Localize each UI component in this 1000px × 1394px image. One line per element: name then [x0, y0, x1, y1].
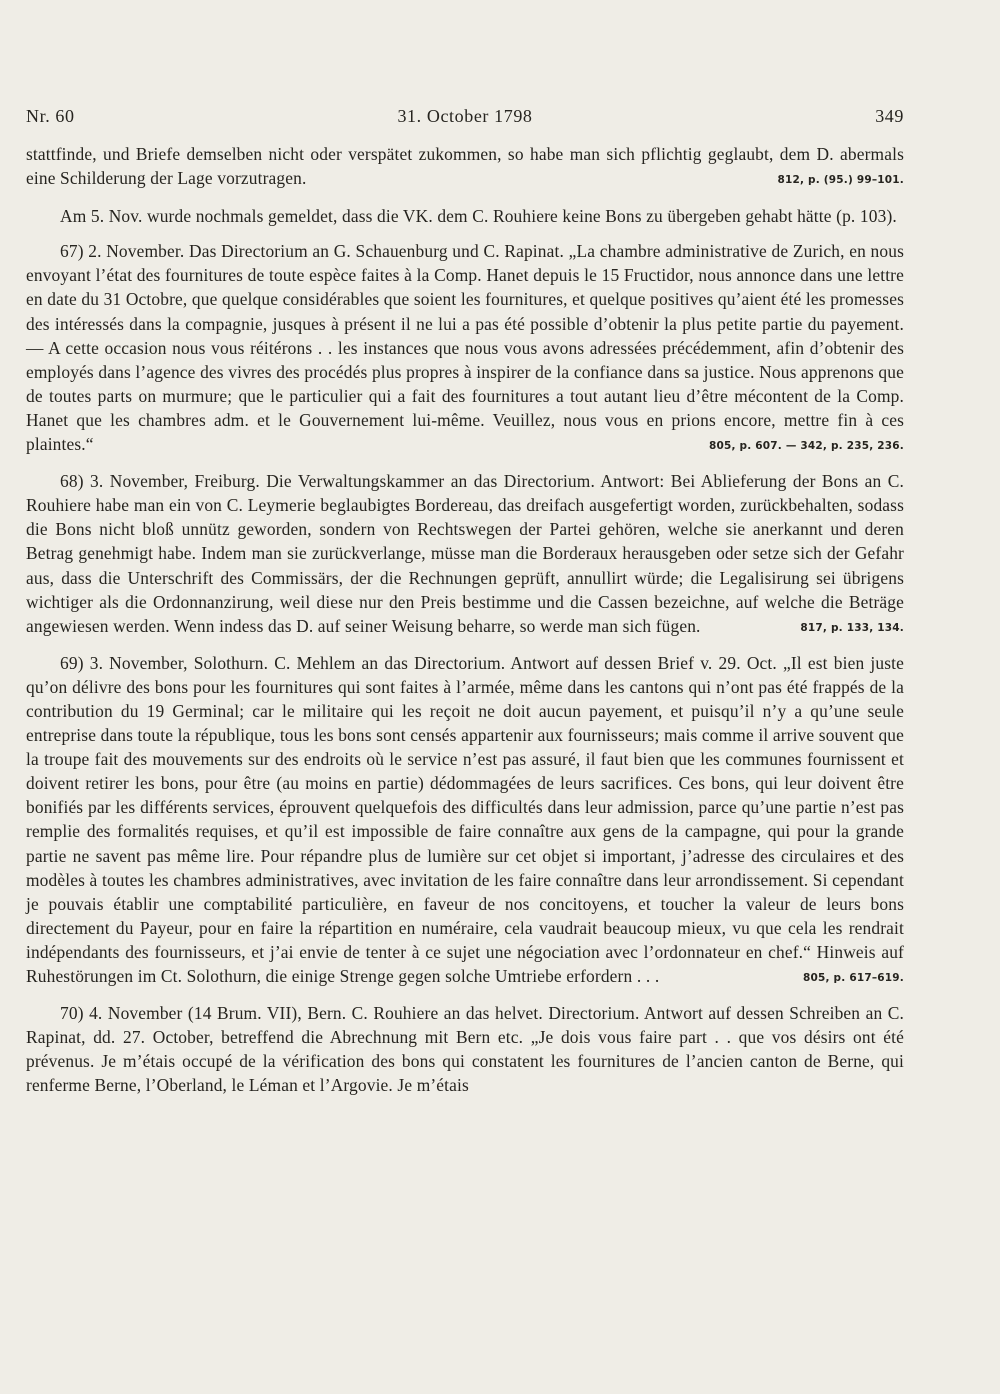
source-reference: 805, p. 607. — 342, p. 235, 236. — [708, 440, 904, 453]
header-date: 31. October 1798 — [397, 106, 533, 126]
source-reference: 812, p. (95.) 99–101. — [777, 174, 904, 187]
paragraph-entry-70 — [26, 1001, 904, 1097]
paragraph-entry-68 — [26, 469, 904, 640]
source-reference: 817, p. 133, 134. — [800, 621, 904, 634]
paragraph-text: 67) 2. November. Das Directorium an G. Schauenburg und C. Rapinat. „La chambre administrative de Zurich, en nous envoyant l’état des fournitures de toute espèce faites à la Comp. Hanet depuis le 15 Fructidor, nous annonce dans une lettre en date du 31 Octobre, que quelque considérables que soient les fournitures, et quelque positives qu’aient été les promesses des intéressés dans la compagnie, jusques à présent il ne lui a pas été possible d’obtenir la plus petite partie du payement. — A cette occasion nous vous réitérons . . les instances que nous vous avons adressées précédemment, afin d’obtenir des employés dans l’agence des vivres des procédés plus propres à inspirer de la confiance dans sa justice. Nous apprenons que de toutes parts on murmure; que le particulier qui a fait des fournitures a tout autant lieu d’être mécontent de la Comp. Hanet que les chambres adm. et le Gouvernement lui-même. Veuillez, nous vous en prions encore, mettre fin à ces plaintes.“ — [26, 241, 904, 455]
paragraph-text: Am 5. Nov. wurde nochmals gemeldet, dass die VK. dem C. Rouhiere keine Bons zu übergeben gehabt hätte (p. 103). — [60, 206, 897, 227]
paragraph-text: 69) 3. November, Solothurn. C. Mehlem an das Directorium. Antwort auf dessen Brief v. 29. Oct. „Il est bien juste qu’on délivre des bons pour les fournitures qui sont faites à l’armée, même dans les cantons qui n’ont pas été frappés de la contribution du 19 Germinal; car le militaire qui les reçoit ne doit aucun payement, et puisqu’il n’y a qu’une seule entreprise dans toute la république, tous les bons sont censés appartenir aux fournisseurs; mais comme il arrive souvent que la troupe fait des mouvements sur des endroits où le service n’est pas assuré, il faut bien que les communes fournissent et doivent retirer les bons, pour être (au moins en partie) dédommagées de leurs sacrifices. Ces bons, qui leur doivent être bonifiés par les différents services, éprouvent quelquefois des difficultés dans leur admission, parce qu’une partie n’est pas remplie des formalités requises, et qu’il est impossible de faire connaître aux gens de la campagne, qui pour la grande partie ne savent pas même lire. Pour répandre plus de lumière sur cet objet si important, j’adresse des circulaires et des modèles à toutes les chambres administratives, avec invitation de les faire connaître dans leur arrondissement. Si cependant je pouvais établir une comptabilité particulière, en faveur de nos concitoyens, et toucher la valeur de leurs bons directement du Payeur, pour en faire la répartition en numéraire, cela vaudrait beaucoup mieux, vu que cela les rendrait indépendants des fournisseurs, et j’ai envie de tenter à ce sujet une négociation avec l’ordonnateur en chef.“ Hinweis auf Ruhestörungen im Ct. Solothurn, die einige Strenge gegen solche Umtriebe erfordern . . . — [26, 652, 904, 986]
paragraph-entry-67 — [26, 239, 904, 458]
paragraph-note — [26, 204, 904, 228]
document-body — [26, 142, 904, 1097]
source-reference: 805, p. 617–619. — [803, 972, 904, 984]
paragraph-text: stattfinde, und Briefe demselben nicht oder verspätet zukommen, so habe man sich pflichtig geglaubt, dem D. abermals eine Schilderung der Lage vorzutragen. — [26, 144, 904, 189]
paragraph-entry-69 — [26, 651, 904, 990]
document-number: Nr. 60 — [26, 106, 75, 126]
paragraph-continuation — [26, 142, 904, 192]
running-header — [26, 98, 904, 132]
page-number: 349 — [875, 106, 904, 126]
paragraph-text: 70) 4. November (14 Brum. VII), Bern. C. Rouhiere an das helvet. Directorium. Antwort auf dessen Schreiben an C. Rapinat, dd. 27. October, betreffend die Abrechnung mit Bern etc. „Je dois vous faire part . . que vos désirs ont été prévenus. Je m’étais occupé de la vérification des bons qui constatent les fournitures de l’ancien canton de Berne, qui renferme Berne, l’Oberland, le Léman et l’Argovie. Je m’étais — [26, 1003, 904, 1096]
paragraph-text: 68) 3. November, Freiburg. Die Verwaltungskammer an das Directorium. Antwort: Bei Ablieferung der Bons an C. Rouhiere habe man ein von C. Leymerie beglaubigtes Bordereau, das dreifach ausgefertigt worden, zurückbehalten, sodass die Bons nicht bloß unnütz geworden, sondern von Rechtswegen der Partei gehören, welche sie anerkannt und deren Betrag genehmigt habe. Indem man sie zurückverlange, müsse man die Borderaux herausgeben oder setze sich der Gefahr aus, dass die Unterschrift des Commissärs, der die Rechnungen geprüft, annullirt würde; die Legalisirung sei übrigens wichtiger als die Ordonnanzirung, weil diese nur den Preis bestimme und die Cassen bezeichne, auf welche die Beträge angewiesen werden. Wenn indess das D. auf seiner Weisung beharre, so werde man sich fügen. — [26, 471, 904, 636]
